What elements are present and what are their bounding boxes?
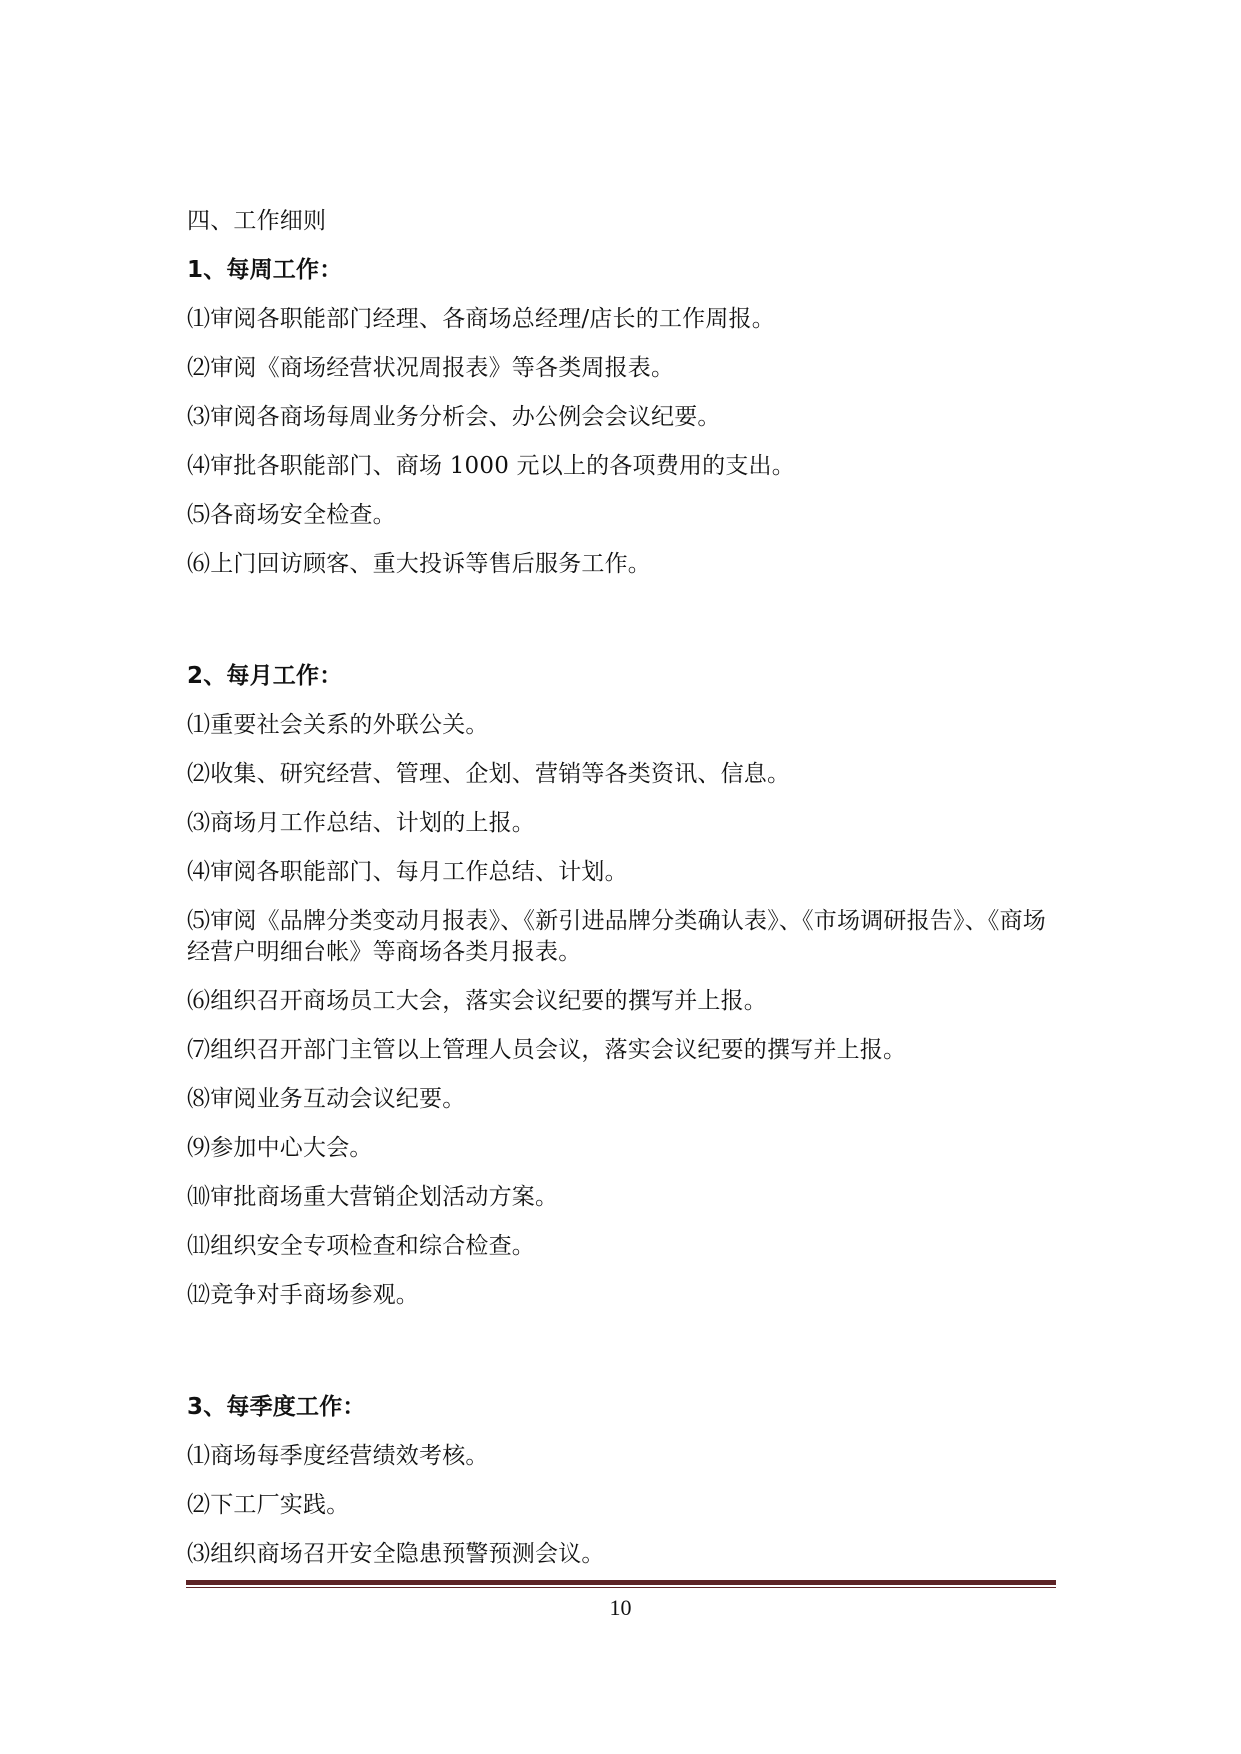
monthly-work-item: ⑹组织召开商场员工大会，落实会议纪要的撰写并上报。 (187, 988, 767, 1014)
weekly-work-item: ⑹上门回访顾客、重大投诉等售后服务工作。 (187, 551, 651, 577)
quarterly-work-item: ⑴商场每季度经营绩效考核。 (187, 1443, 489, 1469)
quarterly-work-item: ⑶组织商场召开安全隐患预警预测会议。 (187, 1541, 605, 1567)
weekly-work-item: ⑴审阅各职能部门经理、各商场总经理/店长的工作周报。 (187, 306, 775, 332)
monthly-work-item: ⑾组织安全专项检查和综合检查。 (187, 1233, 535, 1259)
monthly-work-item: ⑿竞争对手商场参观。 (187, 1282, 419, 1308)
page-content (187, 188, 1067, 1588)
monthly-work-item: ⑶商场月工作总结、计划的上报。 (187, 810, 535, 836)
weekly-work-item: ⑵审阅《商场经营状况周报表》等各类周报表。 (187, 355, 675, 381)
monthly-work-heading: 2、每月工作： (187, 663, 343, 689)
quarterly-work-item: ⑵下工厂实践。 (187, 1492, 350, 1518)
monthly-work-item: ⑵收集、研究经营、管理、企划、营销等各类资讯、信息。 (187, 761, 791, 787)
monthly-work-item: ⑸审阅《品牌分类变动月报表》、《新引进品牌分类确认表》、《市场调研报告》、《商场经营户明细台帐》等商场各类月报表。 (187, 908, 1046, 965)
weekly-work-item: ⑷审批各职能部门、商场 1000 元以上的各项费用的支出。 (187, 453, 795, 479)
monthly-work-item: ⑴重要社会关系的外联公关。 (187, 712, 489, 738)
weekly-work-item: ⑸各商场安全检查。 (187, 502, 396, 528)
monthly-work-item: ⑽审批商场重大营销企划活动方案。 (187, 1184, 559, 1210)
section-title: 四、工作细则 (187, 208, 327, 234)
weekly-work-heading: 1、每周工作： (187, 257, 343, 283)
weekly-work-item: ⑶审阅各商场每周业务分析会、办公例会会议纪要。 (187, 404, 721, 430)
footer-rule-thick (186, 1580, 1056, 1585)
monthly-work-item: ⑷审阅各职能部门、每月工作总结、计划。 (187, 859, 628, 885)
section-spacer (187, 598, 1067, 643)
monthly-work-item: ⑺组织召开部门主管以上管理人员会议，落实会议纪要的撰写并上报。 (187, 1037, 907, 1063)
footer-rule-thin (186, 1587, 1056, 1588)
monthly-work-item: ⑻审阅业务互动会议纪要。 (187, 1086, 466, 1112)
quarterly-work-heading: 3、每季度工作： (187, 1394, 366, 1420)
page-number: 10 (609, 1595, 632, 1620)
section-spacer (187, 1329, 1067, 1374)
monthly-work-item: ⑼参加中心大会。 (187, 1135, 373, 1161)
